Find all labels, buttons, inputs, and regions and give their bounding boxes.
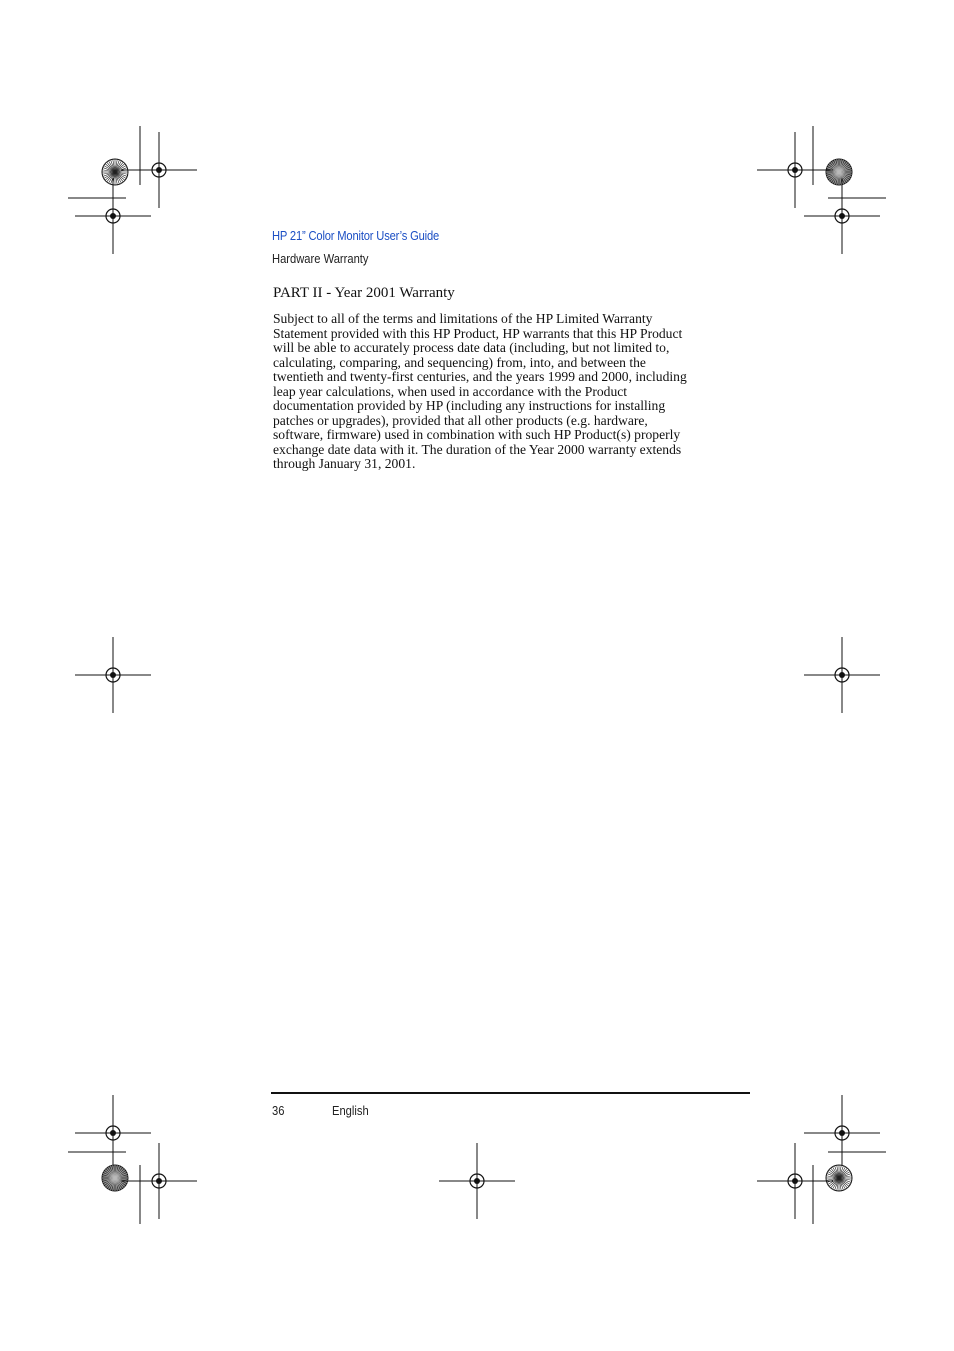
running-title: HP 21” Color Monitor User’s Guide [272,228,440,243]
paragraph-line: through January 31, 2001. [273,456,416,471]
paragraph-line: leap year calculations, when used in accordance with the Product [273,383,628,399]
paragraph-line: exchange date data with it. The duration of the Year 2000 warranty extends [273,441,682,457]
registration-target-icon [75,637,151,713]
paragraph-line: will be able to accurately process date data (including, but not limited to, [273,340,670,355]
footer-language: English [332,1103,369,1118]
registration-target-icon [121,132,197,208]
registration-target-icon [757,132,833,208]
starburst-target-icon [826,159,852,185]
footer-rule [271,1092,750,1094]
paragraph-line: twentieth and twenty-first centuries, and the years 1999 and 2000, including [273,369,687,384]
paragraph-line: patches or upgrades), provided that all other products (e.g. hardware, [273,412,648,428]
starburst-target-icon [102,1165,128,1191]
registration-target-icon [804,1095,880,1171]
registration-target-icon [804,637,880,713]
registration-target-icon [757,1143,833,1219]
paragraph-line: documentation provided by HP (including any instructions for installing [273,398,666,413]
starburst-target-icon [826,1165,852,1191]
registration-target-icon [804,178,880,254]
section-heading: PART II - Year 2001 Warranty [273,285,455,301]
body-paragraph [273,312,753,472]
paragraph-line: software, firmware) used in combination with such HP Product(s) properly [273,427,681,442]
registration-target-icon [75,178,151,254]
paragraph-line: calculating, comparing, and sequencing) from, into, and between the [273,354,646,370]
registration-target-icon [75,1095,151,1171]
registration-target-icon [439,1143,515,1219]
section-label: Hardware Warranty [272,251,369,266]
page-number: 36 [272,1103,285,1118]
paragraph-line: Subject to all of the terms and limitations of the HP Limited Warranty [273,311,653,326]
paragraph-line: Statement provided with this HP Product, HP warrants that this HP Product [273,325,683,341]
registration-target-icon [121,1143,197,1219]
starburst-target-icon [102,159,128,185]
